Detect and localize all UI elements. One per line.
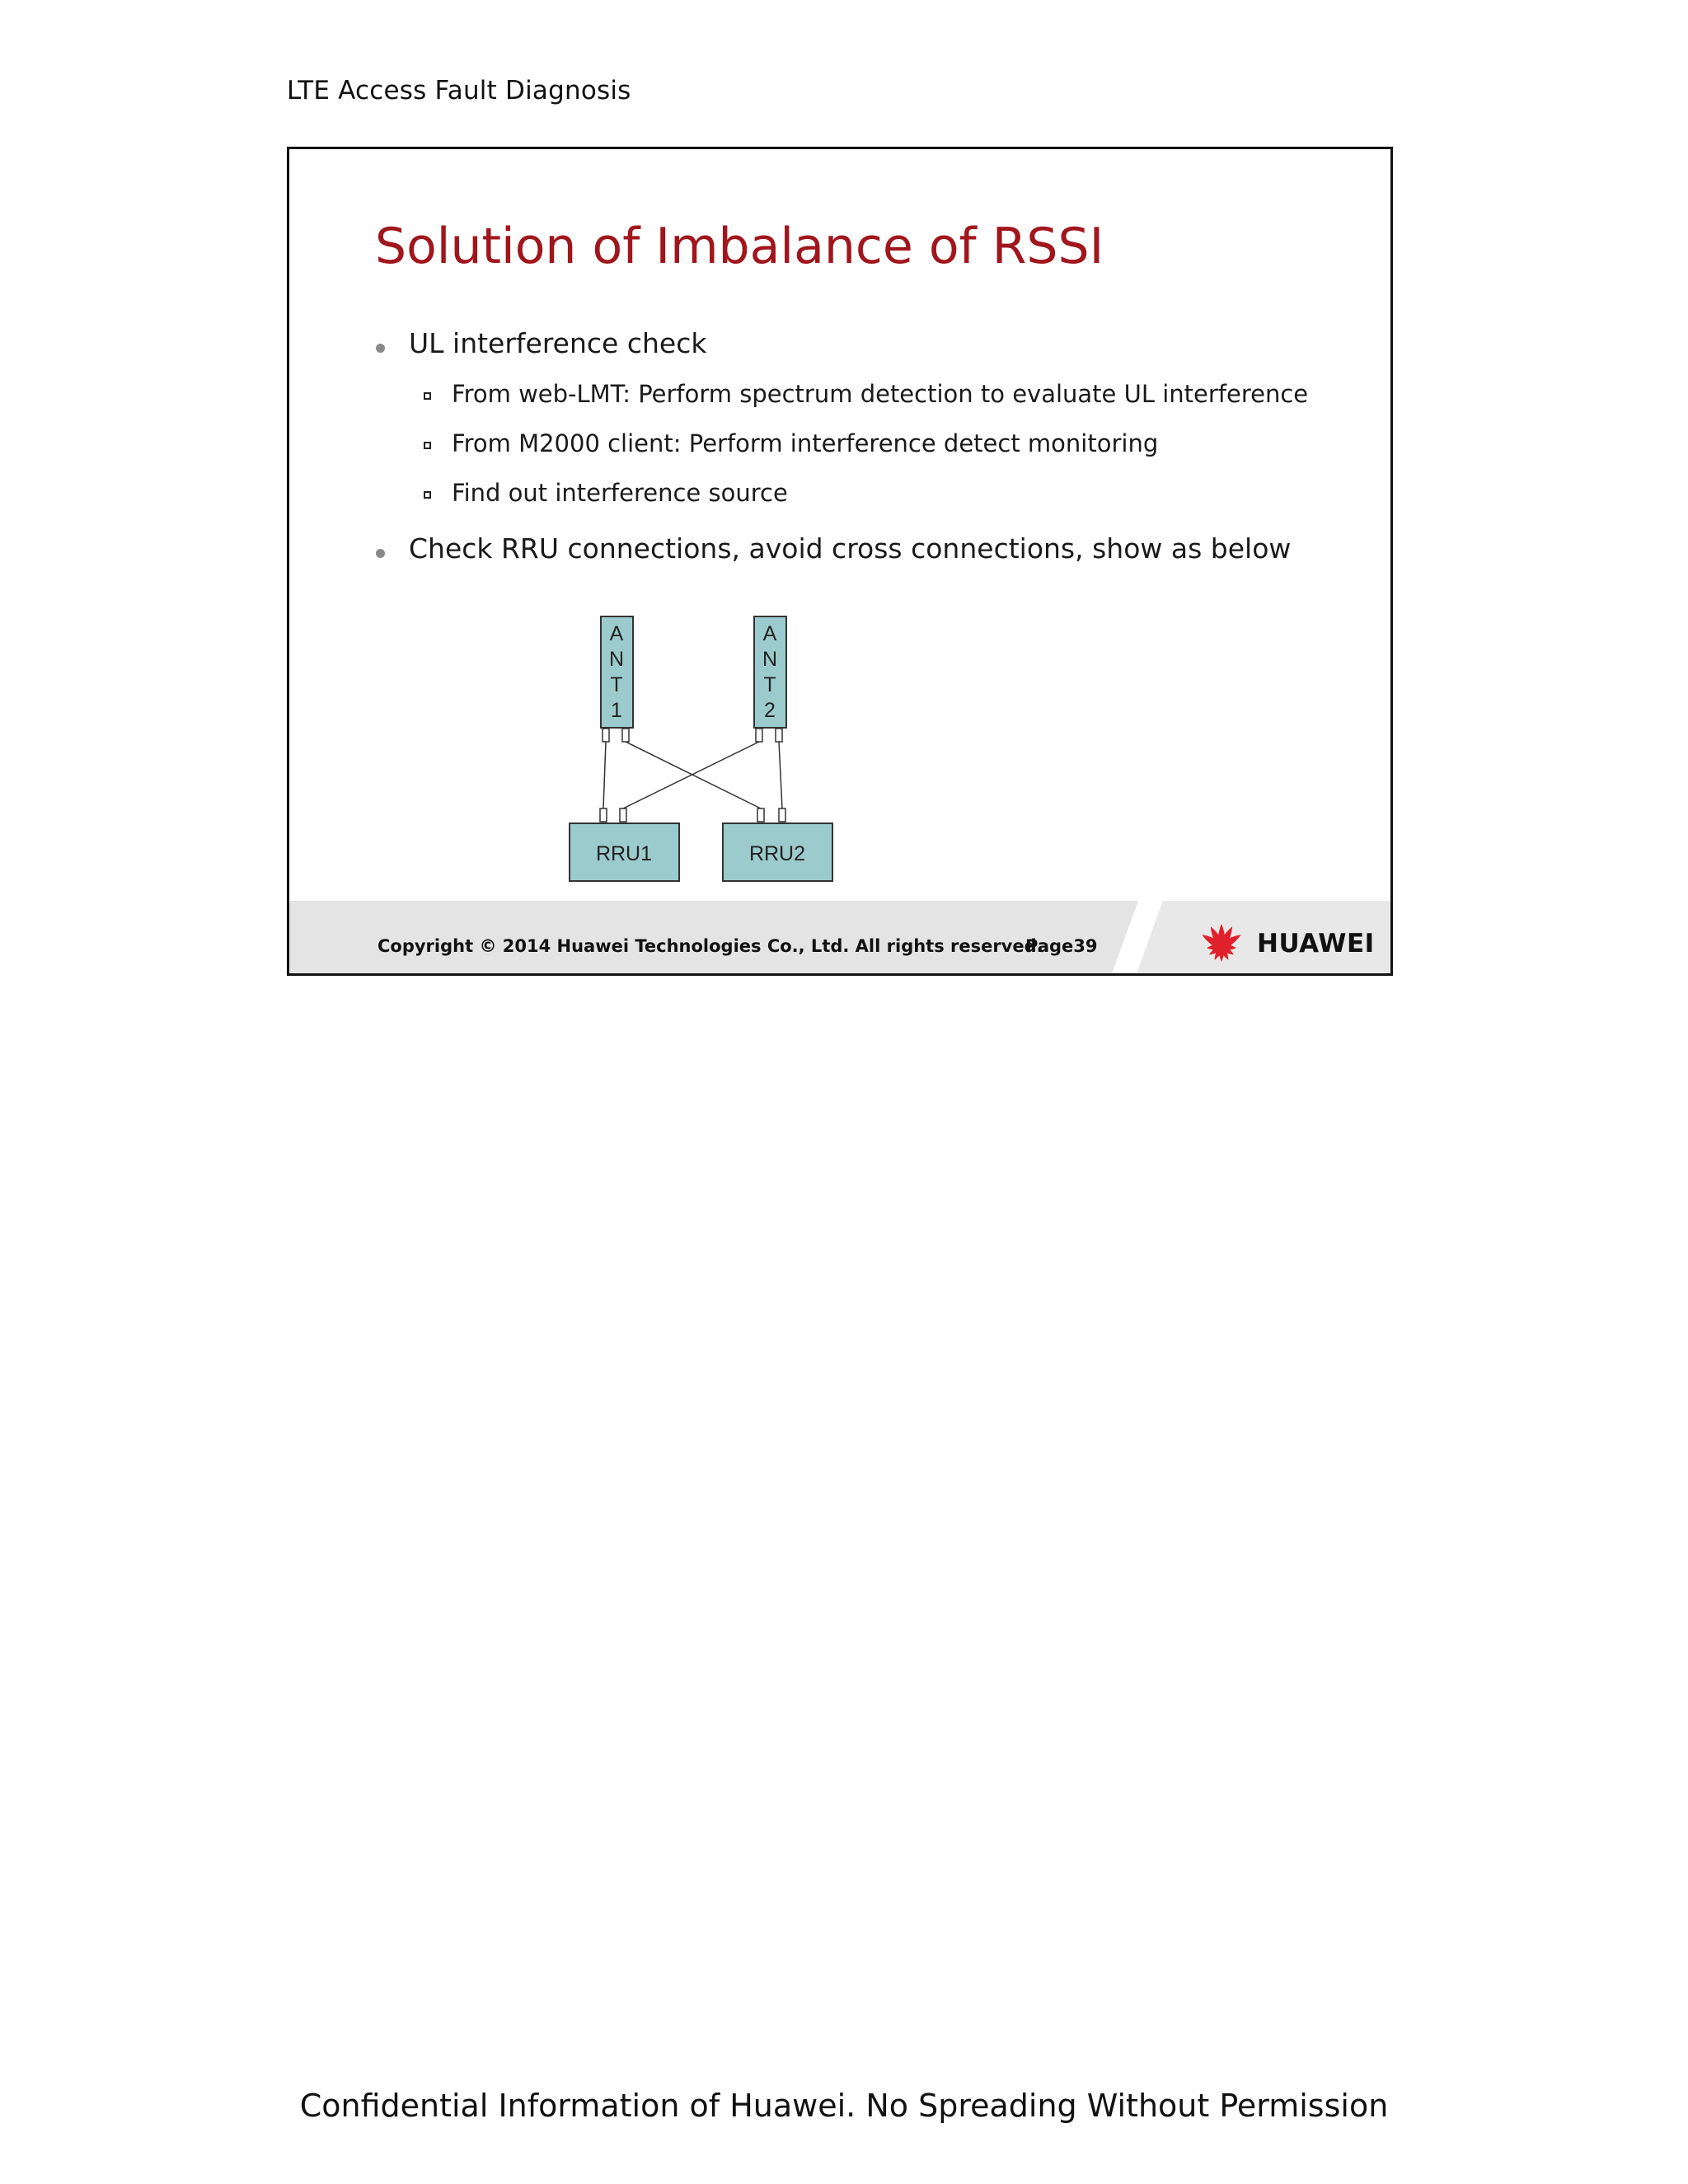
line-ant1-rru1 [603, 742, 606, 808]
sub-bullet-interference-source: Find out interference source [452, 479, 788, 507]
rru1-port-left [600, 808, 607, 822]
ant2-port-right [776, 729, 782, 742]
slide-title: Solution of Imbalance of RSSI [375, 218, 1104, 275]
ant2-letter: A [762, 622, 777, 645]
ant1-port-right [622, 729, 629, 742]
rru1-label: RRU1 [595, 842, 653, 865]
ant1-letter: A [609, 622, 624, 645]
ant2-letter: N [762, 648, 778, 671]
rru2-port-left [757, 808, 764, 822]
sub-bullet-web-lmt: From web-LMT: Perform spectrum detection to evaluate UL interference [452, 380, 1309, 408]
antenna-2 [754, 616, 786, 742]
antenna-1 [601, 616, 633, 742]
bullet-ul-interference-check: UL interference check [409, 327, 707, 359]
huawei-logo [1196, 921, 1375, 967]
ant2-letter: T [763, 673, 776, 696]
ant1-port-left [603, 729, 609, 742]
rru-1 [570, 808, 679, 881]
bullet-check-rru-connections: Check RRU connections, avoid cross connections, show as below [409, 532, 1292, 565]
line-ant2-rru1 [623, 742, 759, 808]
document-header: LTE Access Fault Diagnosis [287, 76, 631, 105]
ant1-letter: 1 [611, 699, 622, 722]
slide [287, 147, 1393, 976]
rru2-label: RRU2 [748, 842, 806, 865]
copyright-text: Copyright © 2014 Huawei Technologies Co., Ltd. All rights reserved. [377, 936, 1043, 956]
line-ant2-rru2 [779, 742, 782, 808]
huawei-logo-text: HUAWEI [1257, 929, 1375, 958]
rru1-port-right [620, 808, 626, 822]
sub-bullet-m2000-client: From M2000 client: Perform interference detect monitoring [452, 429, 1159, 457]
huawei-petal-logo-icon [1196, 922, 1247, 965]
rru-2 [723, 808, 832, 881]
rru2-port-right [779, 808, 785, 822]
page-number: Page39 [1025, 936, 1098, 956]
ant1-letter: N [608, 648, 625, 671]
confidential-footer: Confidential Information of Huawei. No Spreading Without Permission [299, 2088, 1389, 2124]
connection-lines [603, 742, 782, 808]
rru-antenna-connection-diagram [289, 149, 1393, 976]
ant2-letter: 2 [764, 699, 776, 722]
ant2-port-left [756, 729, 762, 742]
ant1-letter: T [610, 673, 623, 696]
line-ant1-rru2 [626, 742, 761, 808]
